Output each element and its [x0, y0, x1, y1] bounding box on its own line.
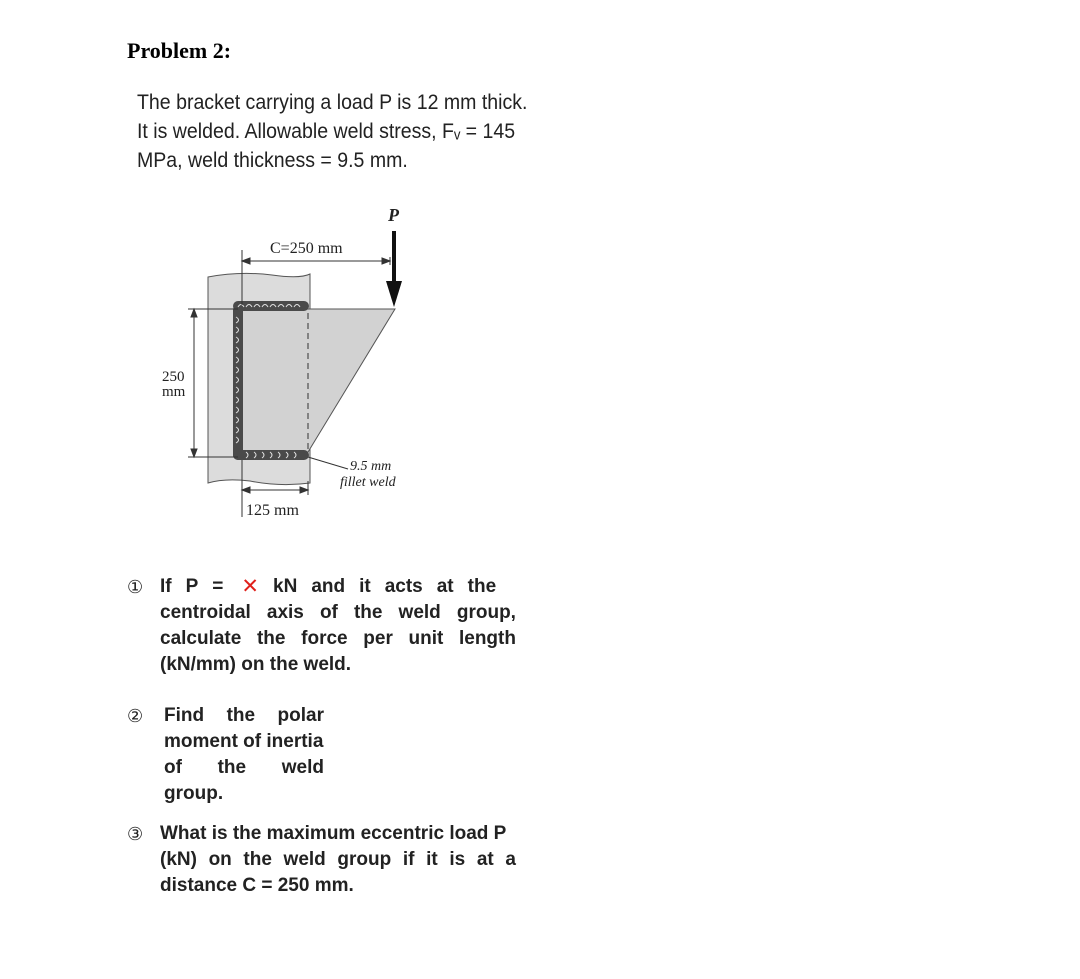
question-3-line-3: distance C = 250 mm. [160, 875, 354, 896]
q2-word: of [164, 757, 182, 778]
q1-word: centroidal [160, 602, 251, 623]
question-2-line-2: moment of inertia [164, 731, 324, 752]
q3-word: at [476, 849, 494, 870]
q1-word: force [301, 628, 348, 649]
q2-word: Find [164, 705, 205, 726]
q3-word: a [505, 849, 516, 870]
question-3-line-1: What is the maximum eccentric load P [160, 823, 507, 844]
question-2-line-1 [164, 703, 324, 729]
question-1-line-1 [160, 574, 516, 600]
weld-size-label: 9.5 mm [350, 459, 392, 474]
question-1-line-4: (kN/mm) on the weld. [160, 654, 352, 675]
question-2 [127, 703, 324, 807]
q1-word: the [256, 628, 286, 649]
q1-word: group, [456, 602, 516, 623]
q3-word: it [426, 849, 438, 870]
q1-word: weld [398, 602, 441, 623]
question-1-line-3 [160, 626, 516, 652]
q3-word: group [337, 849, 392, 870]
question-3-number: ③ [127, 824, 144, 844]
question-3 [127, 821, 516, 899]
question-2-line-4: group. [164, 783, 224, 804]
c-dimension-label: C=250 mm [270, 240, 343, 257]
question-1 [127, 574, 516, 678]
q1-word: P [185, 576, 199, 597]
question-2-number: ② [127, 706, 144, 726]
q3-word: the [243, 849, 272, 870]
q3-word: on [208, 849, 232, 870]
q1-word: axis [266, 602, 304, 623]
problem-statement [137, 88, 546, 175]
q1-word: length [458, 628, 516, 649]
q2-word: weld [281, 757, 324, 778]
q3-word: if [402, 849, 415, 870]
q1-word: at [436, 576, 454, 597]
load-arrow [386, 231, 402, 307]
q1-word: acts [384, 576, 423, 597]
problem-title: Problem 2: [127, 38, 232, 63]
q1-word: it [359, 576, 371, 597]
q1-word: per [363, 628, 393, 649]
question-1-line-2 [160, 600, 516, 626]
question-1-number: ① [127, 577, 144, 597]
q1-word: the [467, 576, 497, 597]
height-dimension-unit: mm [162, 384, 186, 400]
statement-line-2: It is welded. Allowable weld stress, Fᵥ = 145 [137, 120, 516, 143]
height-dimension-value: 250 [162, 369, 185, 385]
q2-word: polar [277, 705, 324, 726]
statement-line-3: MPa, weld thickness = 9.5 mm. [137, 149, 408, 172]
q2-word: the [226, 705, 256, 726]
q1-word: the [353, 602, 383, 623]
q1-word: of [319, 602, 338, 623]
q1-word: If [160, 576, 172, 597]
q1-word: kN [273, 576, 298, 597]
q3-word: is [449, 849, 466, 870]
width-dimension-label: 125 mm [246, 502, 299, 519]
q3-word: weld [283, 849, 326, 870]
q1-word: = [212, 576, 224, 597]
weld-type-label: fillet weld [340, 475, 396, 490]
q3-word: (kN) [160, 849, 197, 870]
q1-word: and [311, 576, 346, 597]
statement-line-1: The bracket carrying a load P is 12 mm thick. [137, 91, 528, 114]
q1-word: calculate [160, 628, 242, 649]
bracket-plate [238, 309, 395, 457]
question-2-line-3 [164, 755, 324, 781]
q1-word: unit [408, 628, 444, 649]
x-mark-icon: ✕ [241, 575, 260, 598]
load-label: P [388, 205, 399, 225]
q2-word: the [217, 757, 247, 778]
bracket-diagram [150, 195, 450, 535]
question-3-line-2 [160, 847, 516, 873]
weld-leader-line [308, 457, 348, 469]
